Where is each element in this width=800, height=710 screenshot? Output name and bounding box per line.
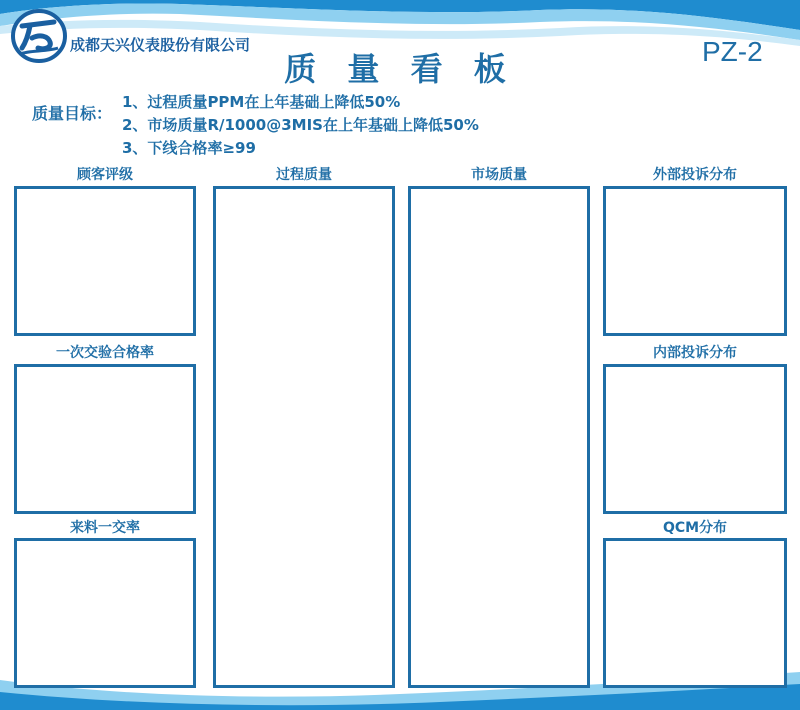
external-complaints-panel: [603, 186, 787, 336]
document-code: PZ-2: [702, 36, 763, 67]
first-pass-rate-panel: [14, 364, 196, 514]
quality-goals-list: [122, 91, 479, 160]
goal-item: 2、市场质量R/1000@3MIS在上年基础上降低50%: [122, 116, 479, 134]
external-complaints-label: 外部投诉分布: [653, 167, 737, 183]
customer-rating-label: 顾客评级: [77, 167, 133, 183]
market-quality-label: 市场质量: [471, 167, 527, 183]
page-title: 质 量 看 板: [284, 50, 516, 88]
goal-item: 3、下线合格率≥99: [122, 139, 256, 157]
qcm-distribution-label: QCM分布: [662, 520, 728, 536]
internal-complaints-label: 内部投诉分布: [653, 345, 737, 361]
goal-item: 1、过程质量PPM在上年基础上降低50%: [122, 93, 401, 111]
quality-goals-label: 质量目标：: [32, 104, 113, 123]
market-quality-panel: [408, 186, 590, 688]
internal-complaints-panel: [603, 364, 787, 514]
incoming-pass-rate-panel: [14, 538, 196, 688]
customer-rating-panel: [14, 186, 196, 336]
process-quality-panel: [213, 186, 395, 688]
incoming-pass-rate-label: 来料一交率: [70, 520, 140, 536]
first-pass-rate-label: 一次交验合格率: [56, 345, 154, 361]
company-name: 成都天兴仪表股份有限公司: [70, 36, 251, 54]
process-quality-label: 过程质量: [276, 167, 332, 183]
qcm-distribution-panel: [603, 538, 787, 688]
